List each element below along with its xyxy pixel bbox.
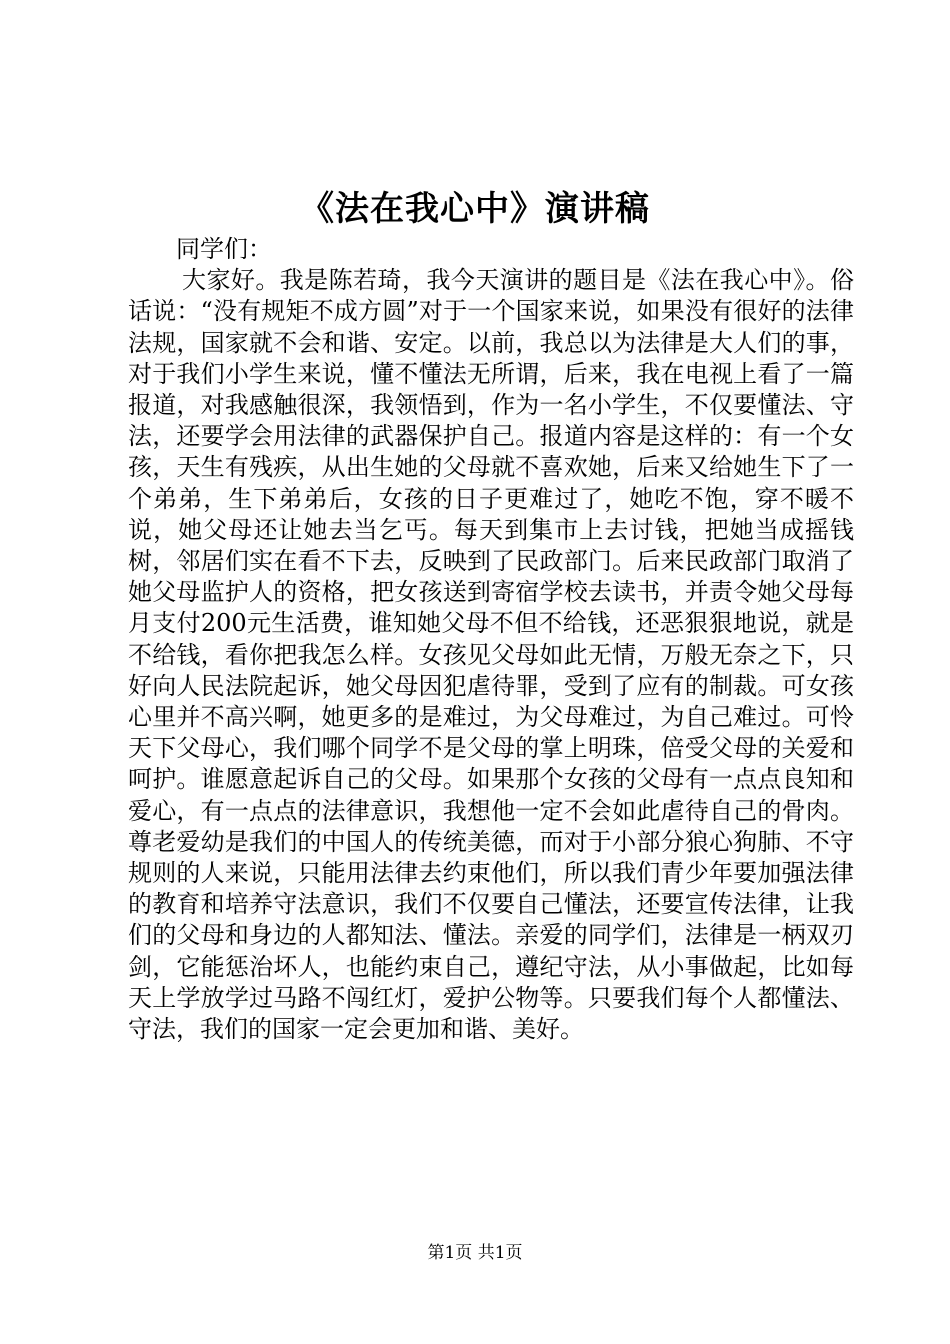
page-footer: 第1页 共1页 [427, 1243, 523, 1263]
speech-body [128, 234, 854, 1045]
salutation: 同学们： [176, 235, 272, 263]
speech-paragraph: 大家好。我是陈若琦，我今天演讲的题目是《法在我心中》。俗话说：“没有规矩不成方圆”对于一个国家来说，如果没有很好的法律法规，国家就不会和谐、安定。以前，我总以为法律是大人们的事，对于我们小学生来说，懂不懂法无所谓，后来，我在电视上看了一篇报道，对我感触很深，我领悟到，作为一名小学生，不仅要懂法、守法，还要学会用法律的武器保护自己。报道内容是这样的：有一个女孩，天生有残疾，从出生她的父母就不喜欢她，后来又给她生下了一个弟弟，生下弟弟后，女孩的日子更难过了，她吃不饱，穿不暖不说，她父母还让她去当乞丐。每天到集市上去讨钱，把她当成摇钱树，邻居们实在看不下去，反映到了民政部门。后来民政部门取消了她父母监护人的资格，把女孩送到寄宿学校去读书，并责令她父母每月支付200元生活费，谁知她父母不但不给钱，还恶狠狠地说，就是不给钱，看你把我怎么样。女孩见父母如此无情，万般无奈之下，只好向人民法院起诉，她父母因犯虐待罪，受到了应有的制裁。可女孩心里并不高兴啊，她更多的是难过，为父母难过，为自己难过。可怜天下父母心，我们哪个同学不是父母的掌上明珠，倍受父母的关爱和呵护。谁愿意起诉自己的父母。如果那个女孩的父母有一点点良知和爱心，有一点点的法律意识，我想他一定不会如此虐待自己的骨肉。尊老爱幼是我们的中国人的传统美德，而对于小部分狼心狗肺、不守规则的人来说，只能用法律去约束他们，所以我们青少年要加强法律的教育和培养守法意识，我们不仅要自己懂法，还要宣传法律，让我们的父母和身边的人都知法、懂法。亲爱的同学们，法律是一柄双刃剑，它能惩治坏人，也能约束自己，遵纪守法，从小事做起，比如每天上学放学过马路不闯红灯，爱护公物等。只要我们每个人都懂法、守法，我们的国家一定会更加和谐、美好。 [128, 266, 854, 1044]
document-title: 《法在我心中》演讲稿 [300, 189, 650, 229]
